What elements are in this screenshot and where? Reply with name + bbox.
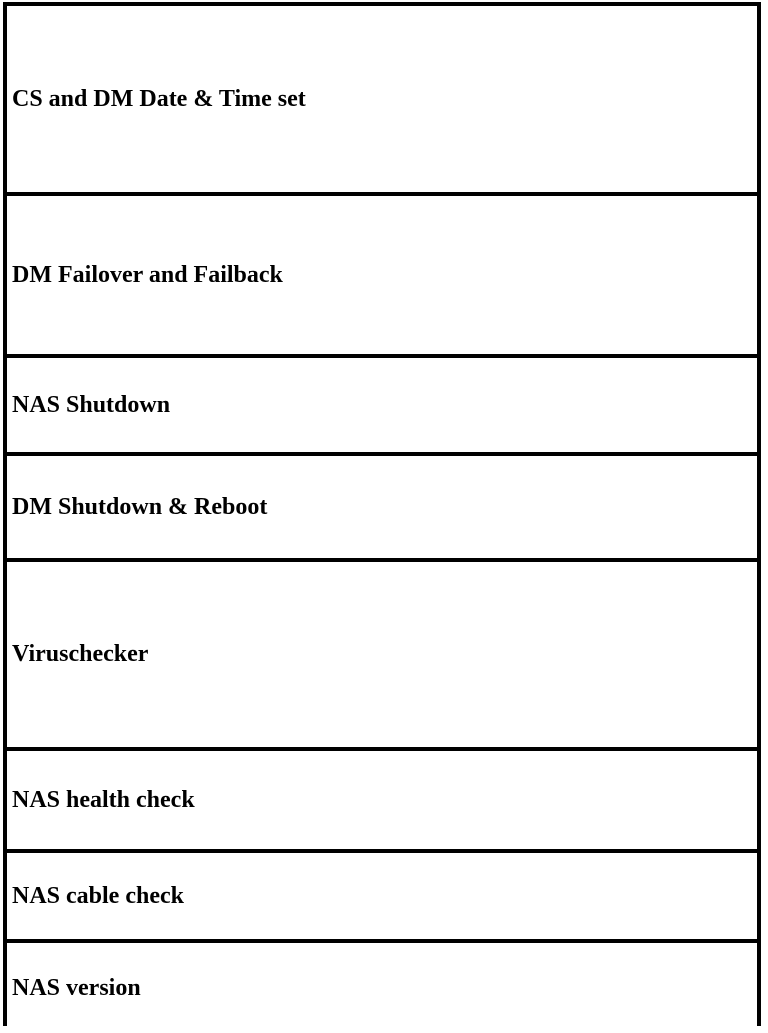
table-row xyxy=(7,456,757,562)
table-row xyxy=(7,358,757,456)
document-table xyxy=(3,2,761,1026)
row-label: NAS cable check xyxy=(12,882,184,909)
row-label: NAS health check xyxy=(12,786,195,813)
row-label: NAS Shutdown xyxy=(12,391,171,418)
table-row xyxy=(7,751,757,853)
table-row xyxy=(7,562,757,751)
row-label: NAS version xyxy=(12,974,141,1001)
row-label: CS and DM Date & Time set xyxy=(12,85,306,112)
row-label: Viruschecker xyxy=(12,641,149,667)
table-row xyxy=(7,853,757,943)
table-row xyxy=(7,943,757,1033)
row-label: DM Shutdown & Reboot xyxy=(12,493,268,520)
row-label: DM Failover and Failback xyxy=(12,261,283,288)
table-row xyxy=(7,6,757,196)
table-row xyxy=(7,196,757,358)
